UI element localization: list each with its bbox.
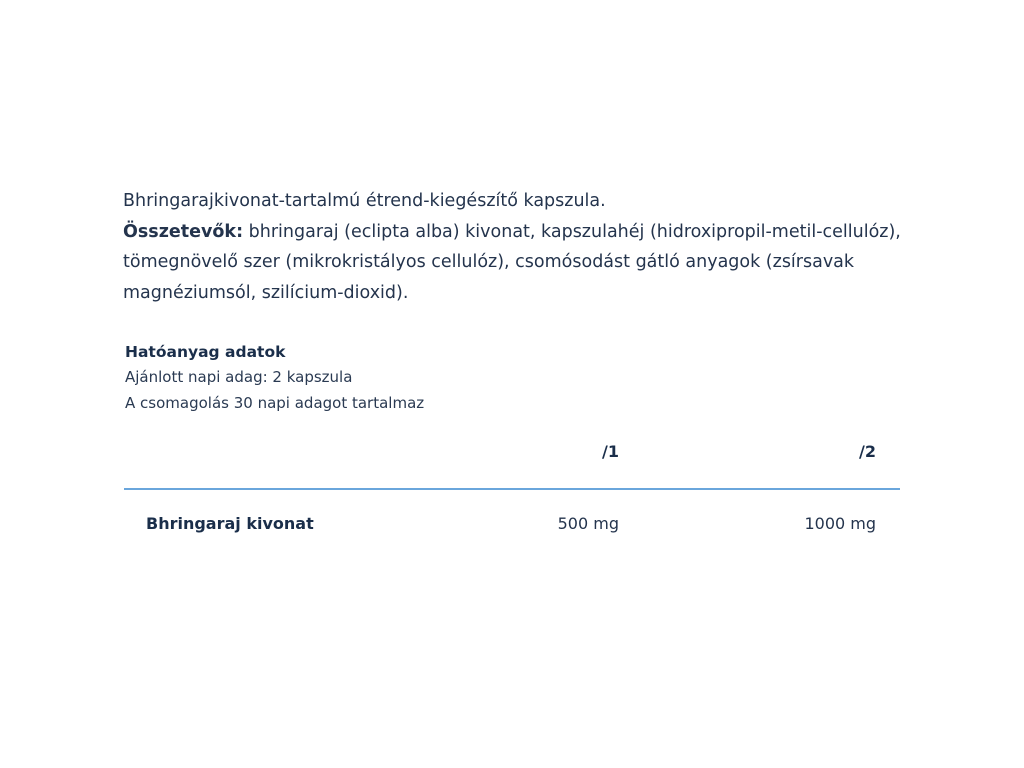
product-summary: Bhringarajkivonat-tartalmú étrend-kiegészítő kapszula. (123, 191, 606, 211)
table-header (124, 436, 900, 490)
amount-per-2: 1000 mg (804, 514, 876, 533)
package-text: A csomagolás 30 napi adagot tartalmaz (125, 394, 425, 412)
active-ingredient-info (125, 340, 725, 416)
table-row (124, 490, 900, 564)
ingredients-label: Összetevők: (123, 221, 244, 242)
amount-per-1: 500 mg (557, 514, 619, 533)
daily-dose-text: Ajánlott napi adag: 2 kapszula (125, 368, 353, 386)
ingredients-text: bhringaraj (eclipta alba) kivonat, kapszulahéj (hidroxipropil-metil-cellulóz), tömegnövelő szer (mikrokristályos cellulóz), csomósodást gátló anyagok (zsírsavak magnéziumsól, szilícium-dioxid). (123, 221, 901, 303)
column-header-per-1: /1 (602, 442, 619, 461)
active-ingredient-table (124, 436, 900, 564)
column-header-per-2: /2 (859, 442, 876, 461)
product-description (123, 186, 903, 308)
ingredients-paragraph (123, 217, 903, 309)
active-info-title: Hatóanyag adatok (125, 343, 286, 361)
ingredient-name: Bhringaraj kivonat (146, 514, 314, 533)
